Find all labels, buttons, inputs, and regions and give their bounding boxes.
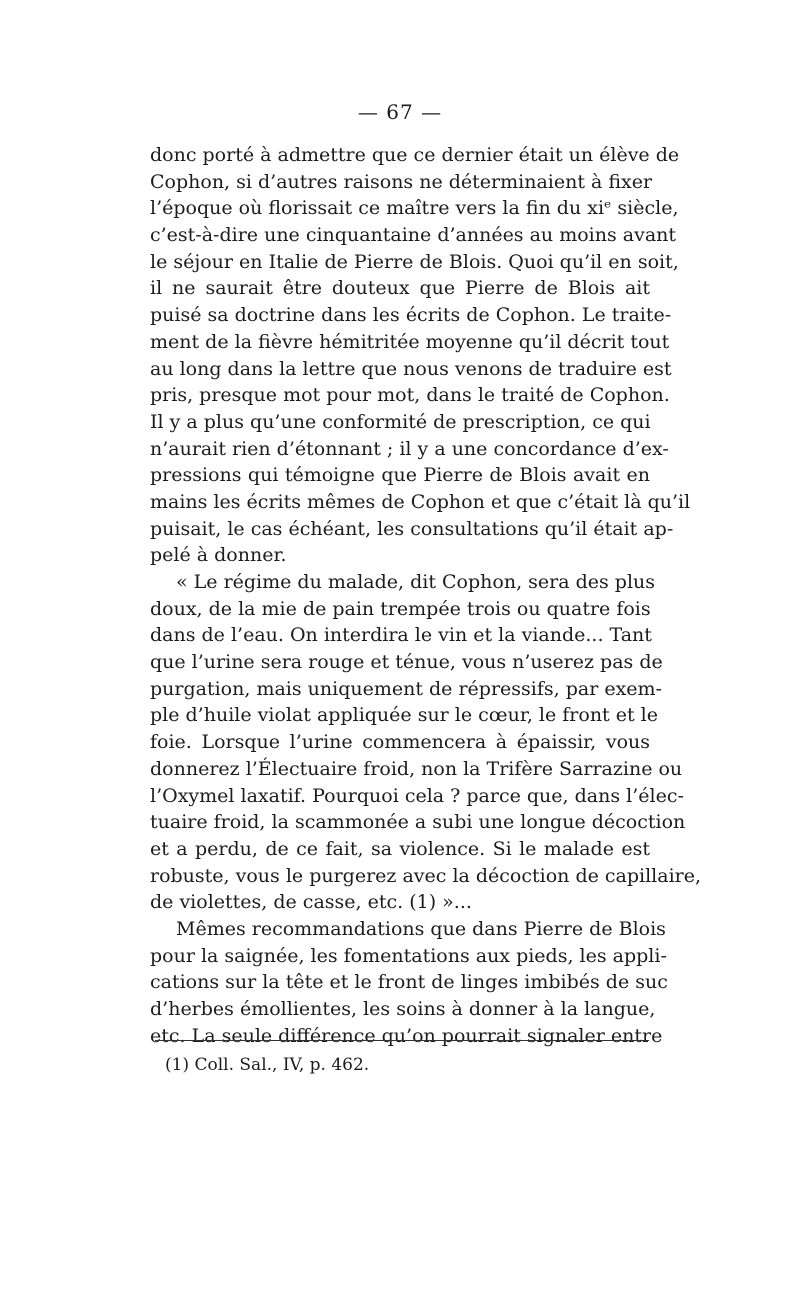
text-line: au long dans la lettre que nous venons de traduire est [150,357,672,380]
text-line: le séjour en Italie de Pierre de Blois. Quoi qu’il en soit, [150,250,679,273]
text-line: donnerez l’Électuaire froid, non la Trifère Sarrazine ou [150,757,683,780]
text-line: robuste, vous le purgerez avec la décoction de capillaire, [150,864,702,887]
text-line: pris, presque mot pour mot, dans le traité de Cophon. [150,384,670,407]
text-line: Mêmes recommandations que dans Pierre de Blois [176,917,666,940]
footnote: (1) Coll. Sal., IV, p. 462. [165,1055,370,1075]
text-line: etc. La seule différence qu’on pourrait signaler entre [150,1024,663,1047]
text-line: donc porté à admettre que ce dernier était un élève de [150,144,680,166]
text-line: tuaire froid, la scammonée a subi une longue décoction [150,811,686,834]
text-line: l’époque où florissait ce maître vers la fin du xiᵉ siècle, [150,197,679,220]
text-line: mains les écrits mêmes de Cophon et que c’était là qu’il [150,490,691,513]
text-line: pour la saignée, les fomentations aux pieds, les appli- [150,944,667,967]
text-line: pelé à donner. [150,544,287,567]
text-line: purgation, mais uniquement de répressifs, par exem- [150,677,662,700]
text-line: pressions qui témoigne que Pierre de Blois avait en [150,464,650,487]
text-line: l’Oxymel laxatif. Pourquoi cela ? parce que, dans l’élec- [150,784,684,807]
text-line: et a perdu, de ce fait, sa violence. Si le malade est [150,837,650,860]
text-line: Il y a plus qu’une conformité de prescription, ce qui [150,410,651,433]
text-line: que l’urine sera rouge et ténue, vous n’userez pas de [150,651,663,674]
text-line: il ne saurait être douteux que Pierre de Blois ait [150,277,650,300]
text-line: ment de la fièvre hémitritée moyenne qu’il décrit tout [150,330,670,353]
page-number: — 67 — [357,100,443,124]
text-line: d’herbes émollientes, les soins à donner à la langue, [150,998,656,1020]
footnote-divider [155,1040,649,1041]
text-line: puisait, le cas échéant, les consultations qu’il était ap- [150,517,674,540]
text-line: foie. Lorsque l’urine commencera à épaissir, vous [150,731,650,754]
text-line: ple d’huile violat appliquée sur le cœur, le front et le [150,704,658,727]
text-line: dans de l’eau. On interdira le vin et la viande... Tant [150,624,652,647]
text-line: Cophon, si d’autres raisons ne déterminaient à fixer [150,170,653,193]
text-line: doux, de la mie de pain trempée trois ou quatre fois [150,597,651,620]
text-line: « Le régime du malade, dit Cophon, sera des plus [176,571,656,593]
text-line: de violettes, de casse, etc. (1) »... [150,891,472,914]
body-text [150,142,702,1049]
text-line: n’aurait rien d’étonnant ; il y a une concordance d’ex- [150,437,669,460]
text-line: cations sur la tête et le front de linges imbibés de suc [150,971,668,994]
text-line: puisé sa doctrine dans les écrits de Cophon. Le traite- [150,304,672,327]
text-line: c’est-à-dire une cinquantaine d’années au moins avant [150,224,677,247]
